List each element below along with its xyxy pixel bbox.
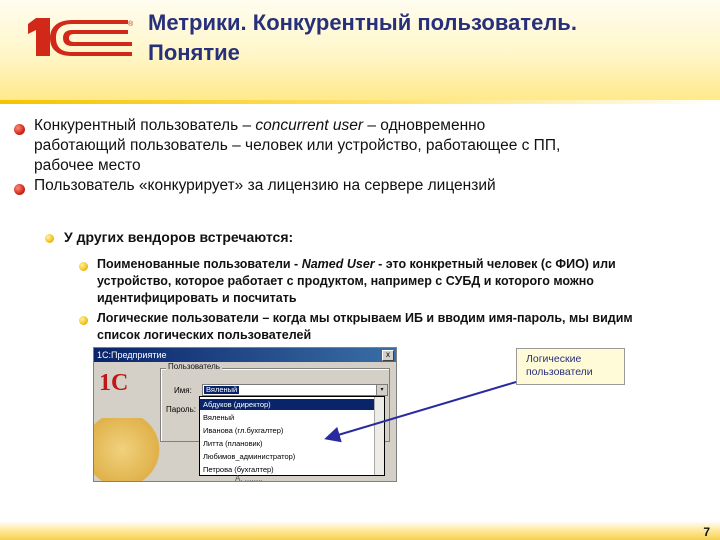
dialog-decoration xyxy=(94,418,164,481)
dialog-1c-logo: 1С xyxy=(99,370,129,396)
bullet-named-user: Поименованные пользователи - Named User - это конкретный человек (с ФИО) или устройство, которое работает с продуктом, например с СУБД и которого можно идентифицировать и посчитать xyxy=(97,257,616,305)
title-line-1: Метрики. Конкурентный пользователь. xyxy=(148,10,577,35)
dialog-title-bar xyxy=(94,348,396,362)
dropdown-item[interactable]: Абдуков (директор) xyxy=(200,399,384,410)
dropdown-item[interactable]: Вяленый xyxy=(203,413,235,422)
red-bullet-icon xyxy=(14,124,25,135)
dropdown-item[interactable]: Любимов_администратор) xyxy=(203,452,296,461)
name-label: Имя: xyxy=(174,386,192,395)
callout-logical-users xyxy=(516,348,625,385)
pointer-arrow-icon xyxy=(320,378,520,448)
yellow-bullet-icon xyxy=(45,234,54,243)
callout-line-1: Логические xyxy=(526,353,582,365)
footer-band xyxy=(0,521,720,540)
combo-value: Вяленый xyxy=(206,385,238,394)
page-title xyxy=(148,8,708,68)
dialog-bottom-text: А. ........ xyxy=(235,474,263,483)
yellow-bullet-icon xyxy=(79,316,88,325)
dropdown-item[interactable]: Петрова (бухгалтер) xyxy=(203,465,274,474)
bullet-logical-users: Логические пользователи – когда мы открываем ИБ и вводим имя-пароль, мы видим список логических пользователей xyxy=(97,311,633,342)
title-line-2: Понятие xyxy=(148,40,240,65)
chevron-down-icon[interactable]: ▾ xyxy=(376,385,387,395)
1c-logo xyxy=(28,16,138,60)
bullet-license-server: Пользователь «конкурирует» за лицензию на сервере лицензий xyxy=(34,177,496,194)
bullet-concurrent-user: Конкурентный пользователь – concurrent user – одновременно работающий пользователь – человек или устройство, работающее с ПП, рабочее место xyxy=(34,117,561,174)
dialog-title: 1С:Предприятие xyxy=(97,350,167,360)
red-bullet-icon xyxy=(14,184,25,195)
header-rule xyxy=(0,100,720,104)
yellow-bullet-icon xyxy=(79,262,88,271)
dropdown-item[interactable]: Литта (плановик) xyxy=(203,439,263,448)
dropdown-item[interactable]: Иванова (гл.бухгалтер) xyxy=(203,426,284,435)
close-icon[interactable]: x xyxy=(382,350,394,361)
group-label: Пользователь xyxy=(168,362,220,371)
page-number: 7 xyxy=(703,525,710,539)
callout-line-2: пользователи xyxy=(526,366,593,378)
svg-text:®: ® xyxy=(128,21,134,28)
password-label: Пароль: xyxy=(166,405,196,414)
bullet-other-vendors: У других вендоров встречаются: xyxy=(64,229,294,245)
